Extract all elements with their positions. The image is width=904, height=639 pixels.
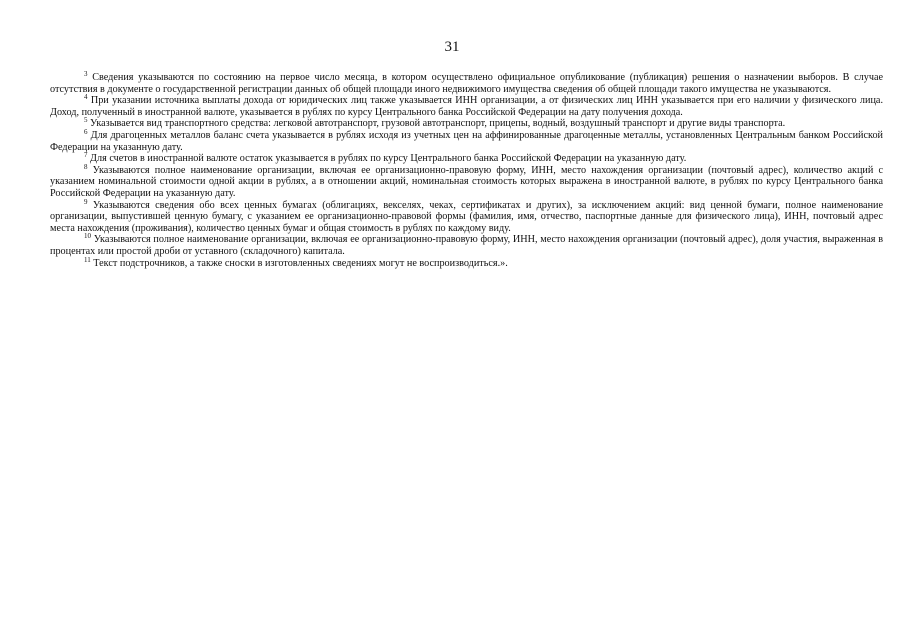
footnote-10 [50,234,883,257]
footnote-marker: 5 [84,116,88,125]
footnote-marker: 11 [84,255,91,264]
footnote-marker: 8 [84,162,88,171]
footnote-marker: 3 [84,70,88,78]
footnotes-block [50,72,883,269]
footnote-4 [50,95,883,118]
footnote-text: Для счетов в иностранной валюте остаток указывается в рублях по курсу Центрального банка Российской Федерации на указанную дату. [90,153,687,165]
footnote-11 [50,255,883,270]
footnote-7 [50,153,883,165]
footnote-3 [50,72,883,95]
footnote-marker: 7 [84,151,88,160]
footnote-marker: 6 [84,127,88,136]
footnote-text: Сведения указываются по состоянию на первое число месяца, в котором осуществлено официальное опубликование (публикация) решения о назначении выборов. В случае отсутствия в документе о государственной регистрации данных об общей площади иного недвижимого имущества сведения об общей площади такого имущества не указываются. [50,72,883,95]
footnote-text: Текст подстрочников, а также сноски в изготовленных сведениях могут не воспроизводиться.». [93,257,508,269]
footnote-9 [50,197,883,235]
footnote-text: Для драгоценных металлов баланс счета указывается в рублях исходя из учетных цен на аффинированные драгоценные металлы, установленных Центральным банком Российской Федерации на указанную дату. [50,129,883,153]
footnote-text: При указании источника выплаты дохода от юридических лиц также указывается ИНН организации, а от физических лиц ИНН указывается при его наличии у физического лица. Доход, полученный в иностранной валюте, указывается в рублях по курсу Центрального банка Российской Федерации на дату получения дохода. [50,95,883,118]
footnote-8 [50,162,884,200]
footnote-6 [50,127,883,153]
footnote-5 [50,118,883,130]
footnote-marker: 10 [84,232,91,241]
footnote-marker: 4 [84,93,88,102]
footnote-text: Указываются полное наименование организации, включая ее организационно-правовую форму, ИНН, место нахождения организации (почтовый адрес), доля участия, выраженная в процентах или простой дроби от уставного (складочного) капитала. [50,234,884,257]
footnote-text: Указываются сведения обо всех ценных бумагах (облигациях, векселях, чеках, сертификатах и других), за исключением акций: вид ценной бумаги, полное наименование организации, выпустившей ценную бумагу, с указанием ее организационно-правовой формы (фамилия, имя, отчество, паспортные данные для физического лица), ИНН, почтовый адрес места нахождения (проживания), количество ценных бумаг и общая стоимость в рублях по каждому виду. [50,199,883,234]
footnote-text: Указывается вид транспортного средства: легковой автотранспорт, грузовой автотранспорт, прицепы, водный, воздушный транспорт и другие виды транспорта. [90,118,786,130]
page-number: 31 [444,39,460,55]
footnote-marker: 9 [84,197,88,206]
footnote-text: Указываются полное наименование организации, включая ее организационно-правовую форму, ИНН, место нахождения организации (почтовый адрес), количество акций с указанием номинальной стоимости одной акции в рублях, а в отношении акций, номинальная стоимость которых выражена в иностранной валюте, в рублях по курсу Центрального банка Российской Федерации на указанную дату. [50,164,884,199]
